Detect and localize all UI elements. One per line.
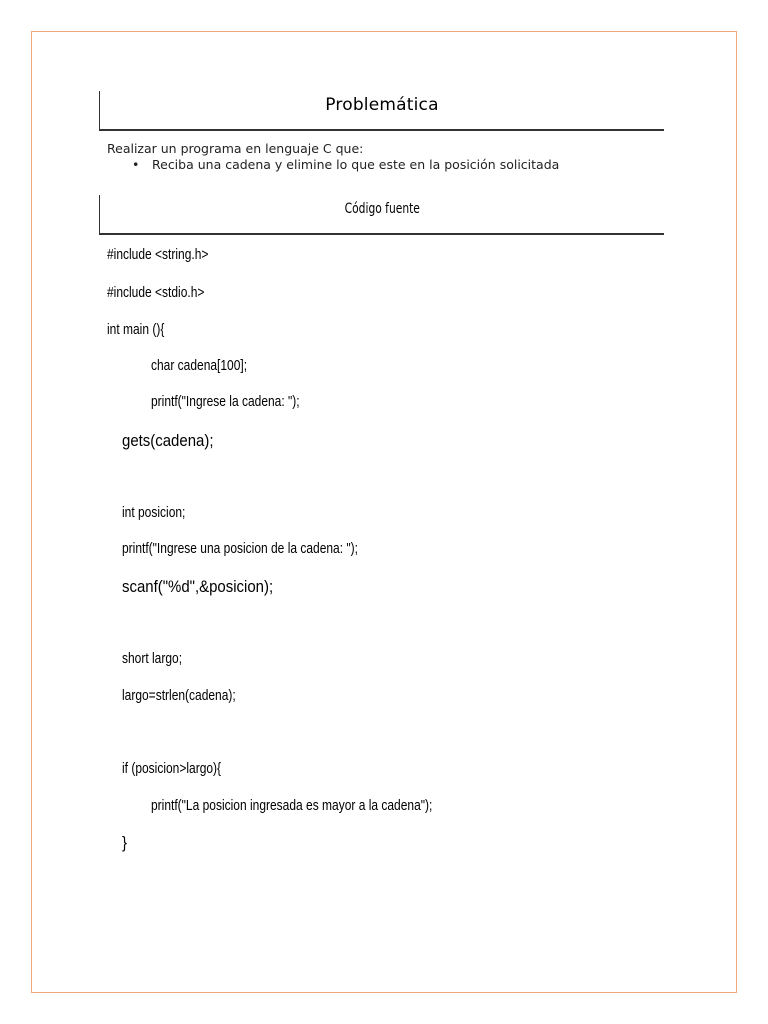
code-line: int main (){ xyxy=(107,321,165,338)
code-line: #include <stdio.h> xyxy=(107,284,205,301)
codigo-title: Código fuente xyxy=(344,201,420,217)
code-line: printf("La posicion ingresada es mayor a la cadena"); xyxy=(151,797,433,814)
code-line: short largo; xyxy=(122,650,183,667)
section-header-problematica xyxy=(99,91,664,131)
code-line: gets(cadena); xyxy=(122,431,214,450)
code-line: if (posicion>largo){ xyxy=(122,760,222,777)
list-item xyxy=(132,157,559,172)
bullet-icon: • xyxy=(132,157,140,172)
code-line: int posicion; xyxy=(122,504,186,521)
section-header-codigo xyxy=(99,195,664,235)
bullet-text: Reciba una cadena y elimine lo que este en la posición solicitada xyxy=(152,157,560,172)
code-line: largo=strlen(cadena); xyxy=(122,687,236,704)
code-line: printf("Ingrese la cadena: "); xyxy=(151,393,300,410)
code-line: scanf("%d",&posicion); xyxy=(122,577,274,596)
code-line: char cadena[100]; xyxy=(151,357,248,374)
code-line: printf("Ingrese una posicion de la cadena: "); xyxy=(122,540,358,557)
code-line: } xyxy=(122,833,128,852)
problematica-title: Problemática xyxy=(325,95,439,115)
problem-description: Realizar un programa en lenguaje C que: xyxy=(107,141,364,156)
code-line: #include <string.h> xyxy=(107,246,209,263)
